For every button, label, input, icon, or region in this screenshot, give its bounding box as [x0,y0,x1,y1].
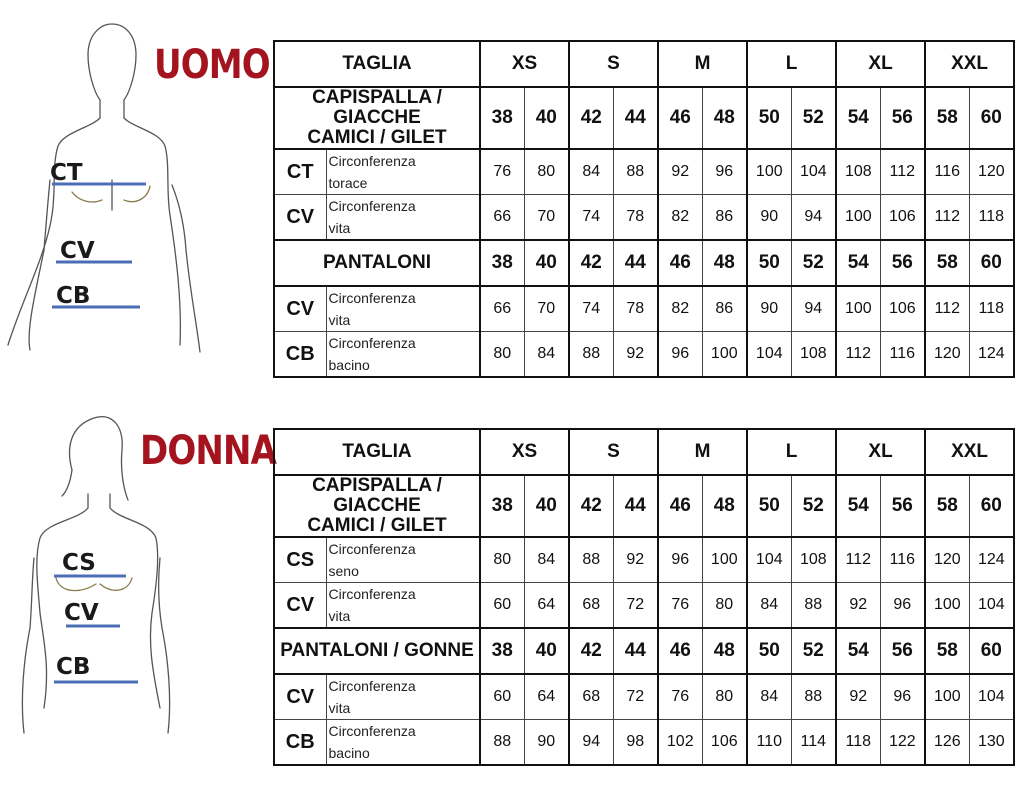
figure-label-cs: CS [62,550,96,576]
table-row [274,195,1014,241]
value-cell: 76 [480,149,524,195]
size-number: 56 [880,628,925,674]
section-label: PANTALONI [274,240,480,286]
value-cell: 96 [880,674,925,720]
value-cell: 92 [836,674,880,720]
size-number: 56 [880,87,925,149]
value-cell: 80 [702,674,747,720]
size-number: 44 [613,87,658,149]
value-cell: 82 [658,195,702,241]
measure-code: CS [274,537,326,583]
value-cell: 70 [524,286,569,332]
measure-code: CT [274,149,326,195]
size-number: 42 [569,475,613,537]
size-number: 54 [836,475,880,537]
value-cell: 124 [969,537,1014,583]
table-row [274,537,1014,583]
value-cell: 94 [791,286,836,332]
value-cell: 88 [569,332,613,378]
size-number: 50 [747,628,791,674]
value-cell: 70 [524,195,569,241]
size-header-xl: XL [836,429,925,475]
size-number: 44 [613,240,658,286]
value-cell: 112 [925,286,969,332]
value-cell: 92 [836,583,880,629]
value-cell: 68 [569,583,613,629]
donna-size-table [273,428,1015,766]
uomo-header-row [274,41,1014,87]
value-cell: 100 [925,674,969,720]
size-number: 54 [836,240,880,286]
donna-header-row [274,429,1014,475]
size-number: 46 [658,628,702,674]
value-cell: 126 [925,720,969,766]
value-cell: 76 [658,674,702,720]
value-cell: 78 [613,195,658,241]
uomo-section-pantaloni-row [274,240,1014,286]
value-cell: 82 [658,286,702,332]
size-number: 48 [702,475,747,537]
size-number: 38 [480,87,524,149]
size-number: 48 [702,87,747,149]
value-cell: 100 [702,332,747,378]
size-number: 40 [524,475,569,537]
value-cell: 88 [791,674,836,720]
measure-code: CB [274,720,326,766]
size-number: 38 [480,240,524,286]
value-cell: 90 [524,720,569,766]
measure-description: Circonferenza vita [326,195,480,241]
value-cell: 112 [836,332,880,378]
value-cell: 64 [524,674,569,720]
value-cell: 92 [613,537,658,583]
table-row [274,286,1014,332]
size-number: 60 [969,628,1014,674]
value-cell: 84 [747,674,791,720]
size-number: 56 [880,475,925,537]
value-cell: 88 [613,149,658,195]
uomo-block [0,0,1024,380]
value-cell: 92 [613,332,658,378]
value-cell: 80 [480,537,524,583]
size-number: 42 [569,87,613,149]
size-header-xxl: XXL [925,429,1014,475]
size-header-l: L [747,41,836,87]
section-label: CAPISPALLA / GIACCHE CAMICI / GILET [274,475,480,537]
value-cell: 106 [702,720,747,766]
value-cell: 96 [880,583,925,629]
value-cell: 112 [925,195,969,241]
size-number: 40 [524,628,569,674]
size-number: 38 [480,475,524,537]
measure-description: Circonferenza vita [326,286,480,332]
value-cell: 116 [925,149,969,195]
measure-code: CV [274,674,326,720]
value-cell: 100 [925,583,969,629]
value-cell: 104 [747,537,791,583]
taglia-header: TAGLIA [274,41,480,87]
value-cell: 122 [880,720,925,766]
measure-description: Circonferenza vita [326,583,480,629]
value-cell: 88 [480,720,524,766]
measure-description: Circonferenza bacino [326,720,480,766]
value-cell: 76 [658,583,702,629]
value-cell: 118 [969,195,1014,241]
table-row [274,720,1014,766]
size-number: 54 [836,628,880,674]
size-number: 56 [880,240,925,286]
figure-label-cb: CB [56,654,91,680]
value-cell: 88 [791,583,836,629]
table-row [274,583,1014,629]
value-cell: 124 [969,332,1014,378]
value-cell: 72 [613,583,658,629]
value-cell: 84 [524,537,569,583]
size-number: 44 [613,628,658,674]
value-cell: 120 [925,332,969,378]
section-label: PANTALONI / GONNE [274,628,480,674]
value-cell: 100 [836,286,880,332]
size-number: 42 [569,628,613,674]
value-cell: 108 [791,332,836,378]
size-header-xl: XL [836,41,925,87]
taglia-header: TAGLIA [274,429,480,475]
value-cell: 100 [836,195,880,241]
figure-label-cv: CV [60,238,95,264]
donna-section-capispalla-row [274,475,1014,537]
size-number: 44 [613,475,658,537]
value-cell: 96 [702,149,747,195]
value-cell: 60 [480,583,524,629]
value-cell: 66 [480,195,524,241]
value-cell: 92 [658,149,702,195]
size-number: 58 [925,628,969,674]
value-cell: 86 [702,286,747,332]
measure-code: CB [274,332,326,378]
size-number: 52 [791,87,836,149]
size-header-xs: XS [480,429,569,475]
value-cell: 68 [569,674,613,720]
measure-description: Circonferenza seno [326,537,480,583]
value-cell: 80 [480,332,524,378]
value-cell: 84 [524,332,569,378]
value-cell: 116 [880,537,925,583]
value-cell: 120 [925,537,969,583]
value-cell: 112 [880,149,925,195]
value-cell: 116 [880,332,925,378]
value-cell: 98 [613,720,658,766]
size-number: 58 [925,240,969,286]
value-cell: 80 [524,149,569,195]
size-number: 46 [658,475,702,537]
size-number: 60 [969,87,1014,149]
value-cell: 84 [747,583,791,629]
size-number: 58 [925,475,969,537]
value-cell: 102 [658,720,702,766]
size-header-s: S [569,429,658,475]
value-cell: 112 [836,537,880,583]
size-number: 52 [791,240,836,286]
value-cell: 110 [747,720,791,766]
value-cell: 96 [658,332,702,378]
value-cell: 90 [747,286,791,332]
size-number: 40 [524,87,569,149]
value-cell: 94 [791,195,836,241]
figure-label-ct: CT [50,160,83,186]
value-cell: 118 [836,720,880,766]
value-cell: 100 [702,537,747,583]
size-number: 42 [569,240,613,286]
section-label: CAPISPALLA / GIACCHE CAMICI / GILET [274,87,480,149]
size-number: 50 [747,475,791,537]
measure-code: CV [274,195,326,241]
value-cell: 94 [569,720,613,766]
size-number: 48 [702,628,747,674]
value-cell: 78 [613,286,658,332]
figure-label-cv: CV [64,600,99,626]
size-header-xxl: XXL [925,41,1014,87]
size-number: 40 [524,240,569,286]
value-cell: 72 [613,674,658,720]
measure-code: CV [274,286,326,332]
uomo-section-capispalla-row [274,87,1014,149]
value-cell: 90 [747,195,791,241]
size-number: 46 [658,87,702,149]
size-header-xs: XS [480,41,569,87]
value-cell: 74 [569,195,613,241]
value-cell: 120 [969,149,1014,195]
value-cell: 96 [658,537,702,583]
donna-block [0,388,1024,788]
value-cell: 88 [569,537,613,583]
figure-label-cb: CB [56,283,91,309]
size-header-s: S [569,41,658,87]
value-cell: 64 [524,583,569,629]
size-number: 60 [969,475,1014,537]
value-cell: 104 [791,149,836,195]
value-cell: 104 [969,674,1014,720]
size-number: 48 [702,240,747,286]
size-header-m: M [658,41,747,87]
donna-section-pantaloni-row [274,628,1014,674]
size-number: 54 [836,87,880,149]
measure-code: CV [274,583,326,629]
value-cell: 80 [702,583,747,629]
size-number: 52 [791,475,836,537]
uomo-title: UOMO [154,42,270,88]
uomo-size-table [273,40,1015,378]
value-cell: 74 [569,286,613,332]
value-cell: 66 [480,286,524,332]
size-header-l: L [747,429,836,475]
size-number: 50 [747,87,791,149]
value-cell: 108 [836,149,880,195]
measure-description: Circonferenza bacino [326,332,480,378]
table-row [274,674,1014,720]
value-cell: 118 [969,286,1014,332]
table-row [274,332,1014,378]
size-header-m: M [658,429,747,475]
size-number: 38 [480,628,524,674]
value-cell: 84 [569,149,613,195]
size-number: 52 [791,628,836,674]
value-cell: 130 [969,720,1014,766]
value-cell: 108 [791,537,836,583]
value-cell: 100 [747,149,791,195]
value-cell: 60 [480,674,524,720]
size-number: 50 [747,240,791,286]
value-cell: 86 [702,195,747,241]
value-cell: 104 [747,332,791,378]
size-number: 58 [925,87,969,149]
value-cell: 114 [791,720,836,766]
size-number: 46 [658,240,702,286]
measure-description: Circonferenza vita [326,674,480,720]
size-number: 60 [969,240,1014,286]
value-cell: 104 [969,583,1014,629]
donna-title: DONNA [140,428,277,474]
value-cell: 106 [880,286,925,332]
value-cell: 106 [880,195,925,241]
measure-description: Circonferenza torace [326,149,480,195]
table-row [274,149,1014,195]
